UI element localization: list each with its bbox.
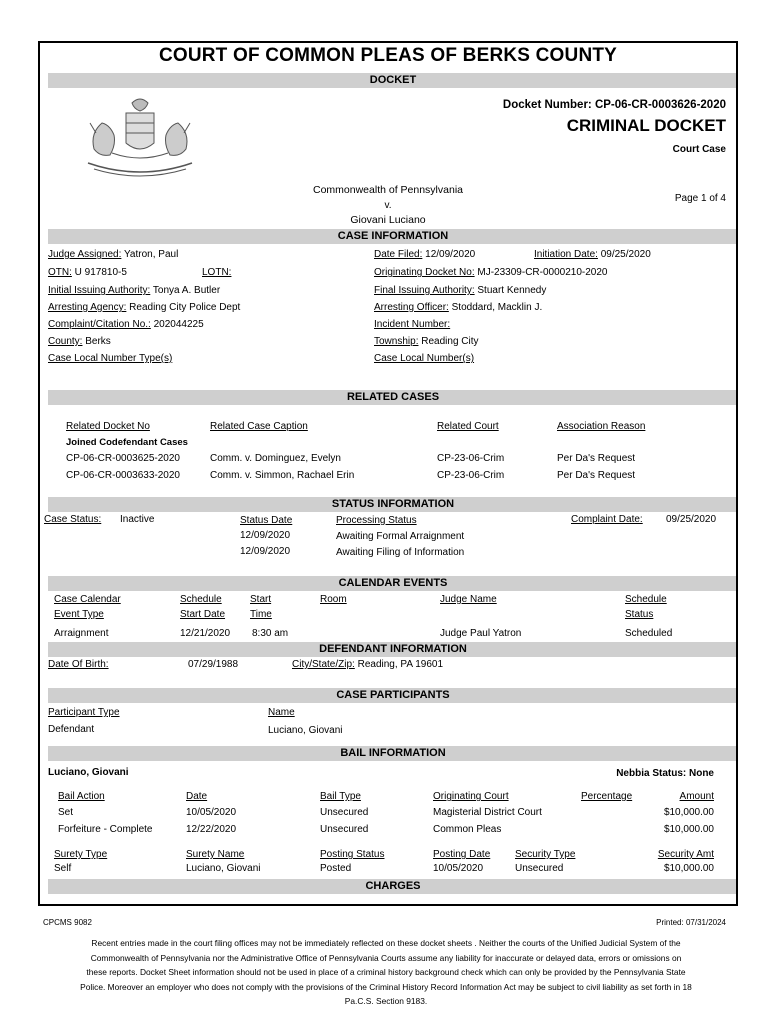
bail-person-name: Luciano, Giovani	[48, 767, 129, 778]
county-value: Berks	[85, 336, 111, 347]
printed-date: Printed: 07/31/2024	[656, 918, 726, 927]
bail-date-cell: 10/05/2020	[186, 807, 237, 818]
related-court-cell: CP-23-06-Crim	[437, 453, 505, 464]
bail-type-cell: Unsecured	[320, 807, 369, 818]
related-docket-cell: CP-06-CR-0003633-2020	[66, 470, 180, 481]
date-filed-label: Date Filed:	[374, 249, 423, 260]
security-type-cell: Unsecured	[515, 863, 564, 874]
schedule-status-header-line1: Schedule	[625, 594, 667, 605]
related-group-label: Joined Codefendant Cases	[66, 437, 188, 448]
dob-label: Date Of Birth:	[48, 659, 109, 670]
city-state-zip-label: City/State/Zip:	[292, 659, 355, 670]
case-status-value: Inactive	[120, 514, 155, 525]
start-time-header-line1: Start	[250, 594, 272, 605]
originating-court-cell: Magisterial District Court	[433, 807, 542, 818]
related-court-header: Related Court	[437, 421, 499, 432]
amount-header: Amount	[679, 791, 714, 802]
charges-band: CHARGES	[48, 879, 738, 894]
bail-action-cell: Forfeiture - Complete	[58, 824, 153, 835]
initial-issuing-authority-value: Tonya A. Butler	[152, 285, 221, 296]
amount-cell: $10,000.00	[663, 807, 714, 818]
complaint-date-label: Complaint Date:	[571, 514, 643, 525]
originating-court-header: Originating Court	[433, 791, 509, 802]
initial-issuing-authority-label: Initial Issuing Authority:	[48, 285, 151, 296]
security-amount-header: Security Amt	[657, 849, 714, 860]
surety-name-header: Surety Name	[186, 849, 245, 860]
start-time-cell: 8:30 am	[252, 628, 289, 639]
event-type-header-line1: Case Calendar	[54, 594, 121, 605]
city-state-zip-value: Reading, PA 19601	[357, 659, 444, 670]
township-label: Township:	[374, 336, 419, 347]
related-docket-cell: CP-06-CR-0003625-2020	[66, 453, 180, 464]
participant-type-header: Participant Type	[48, 707, 120, 718]
dob-value: 07/29/1988	[188, 659, 239, 670]
arresting-agency-label: Arresting Agency:	[48, 302, 127, 313]
docket-number: Docket Number: CP-06-CR-0003626-2020	[502, 99, 726, 111]
nebbia-status: Nebbia Status: None	[616, 768, 714, 779]
related-caption-header: Related Case Caption	[210, 421, 308, 432]
bail-date-cell: 12/22/2020	[186, 824, 237, 835]
bail-date-header: Date	[186, 791, 208, 802]
percentage-header: Percentage	[581, 791, 633, 802]
initiation-date-value: 09/25/2020	[600, 249, 651, 260]
caption-v: v.	[384, 200, 392, 211]
association-reason-header: Association Reason	[557, 421, 646, 432]
otn-label: OTN:	[48, 267, 72, 278]
judge-name-header: Judge Name	[440, 594, 497, 605]
status-date-header: Status Date	[240, 515, 293, 526]
bail-type-header: Bail Type	[320, 791, 361, 802]
posting-status-header: Posting Status	[320, 849, 385, 860]
association-reason-cell: Per Da's Request	[557, 453, 636, 464]
related-caption-cell: Comm. v. Dominguez, Evelyn	[210, 453, 341, 464]
bail-information-band: BAIL INFORMATION	[48, 746, 738, 761]
case-kind: Court Case	[672, 144, 726, 155]
surety-name-cell: Luciano, Giovani	[186, 863, 261, 874]
posting-status-cell: Posted	[320, 863, 352, 874]
start-date-header-line2: Start Date	[180, 609, 226, 620]
calendar-events-band: CALENDAR EVENTS	[48, 576, 738, 591]
docket-band: DOCKET	[48, 73, 738, 88]
originating-docket-label: Originating Docket No:	[374, 267, 475, 278]
lotn-label: LOTN:	[202, 267, 232, 278]
initiation-date-label: Initiation Date:	[534, 249, 598, 260]
case-local-numbers-label: Case Local Number(s)	[374, 353, 475, 364]
defendant-information-band: DEFENDANT INFORMATION	[48, 642, 738, 657]
surety-type-header: Surety Type	[54, 849, 108, 860]
related-caption-cell: Comm. v. Simmon, Rachael Erin	[210, 470, 355, 481]
association-reason-cell: Per Da's Request	[557, 470, 636, 481]
township-value: Reading City	[421, 336, 479, 347]
case-participants-band: CASE PARTICIPANTS	[48, 688, 738, 703]
complaint-citation-value: 202044225	[153, 319, 204, 330]
docket-type: CRIMINAL DOCKET	[566, 116, 726, 135]
originating-docket-value: MJ-23309-CR-0000210-2020	[477, 267, 608, 278]
complaint-date-value: 09/25/2020	[666, 514, 717, 525]
schedule-status-cell: Scheduled	[625, 628, 673, 639]
related-cases-band: RELATED CASES	[48, 390, 738, 405]
processing-status-header: Processing Status	[336, 515, 417, 526]
arresting-agency-value: Reading City Police Dept	[129, 302, 241, 313]
originating-court-cell: Common Pleas	[433, 824, 502, 835]
event-type-header-line2: Event Type	[54, 609, 104, 620]
case-information-band: CASE INFORMATION	[48, 229, 738, 244]
status-date-cell: 12/09/2020	[240, 546, 291, 557]
processing-status-cell: Awaiting Formal Arraignment	[336, 531, 465, 542]
final-issuing-authority-label: Final Issuing Authority:	[374, 285, 475, 296]
case-status-label: Case Status:	[44, 514, 102, 525]
bail-action-header: Bail Action	[58, 791, 105, 802]
start-date-header-line1: Schedule	[180, 594, 222, 605]
bail-type-cell: Unsecured	[320, 824, 369, 835]
surety-type-cell: Self	[54, 863, 72, 874]
arresting-officer-label: Arresting Officer:	[374, 302, 449, 313]
security-type-header: Security Type	[515, 849, 576, 860]
arresting-officer-value: Stoddard, Macklin J.	[451, 302, 543, 313]
disclaimer-text: Recent entries made in the court filing offices may not be immediately reflected on these docket sheets . Neither the courts of the Unified Judicial System of the Commonwealth of Pennsylvania nor the Administrative Office of Pennsylvania Courts assume any liability for inaccurate or delayed data, errors or omissions on these reports. Docket Sheet information should not be used in place of a criminal history background check which can only be provided by the Pennsylvania State Police. Moreover an employer who does not comply with the provisions of the Criminal History Record Information Act may be subject to civil liability as set forth in 18 Pa.C.S. Section 9183.	[80, 938, 692, 1006]
status-date-cell: 12/09/2020	[240, 530, 291, 541]
related-court-cell: CP-23-06-Crim	[437, 470, 505, 481]
case-local-number-type-label: Case Local Number Type(s)	[48, 353, 173, 364]
otn-value: U 917810-5	[74, 267, 127, 278]
judge-label: Judge Assigned:	[48, 249, 122, 260]
judge-name-cell: Judge Paul Yatron	[440, 628, 522, 639]
form-id: CPCMS 9082	[43, 918, 92, 927]
docket-sheet	[38, 41, 738, 906]
related-docket-header: Related Docket No	[66, 421, 150, 432]
caption-defendant: Giovani Luciano	[350, 214, 426, 226]
posting-date-cell: 10/05/2020	[433, 863, 484, 874]
event-type-cell: Arraignment	[54, 628, 109, 639]
caption-plaintiff: Commonwealth of Pennsylvania	[313, 184, 463, 196]
amount-cell: $10,000.00	[663, 824, 714, 835]
status-information-band: STATUS INFORMATION	[48, 497, 738, 512]
county-label: County:	[48, 336, 83, 347]
start-date-cell: 12/21/2020	[180, 628, 231, 639]
start-time-header-line2: Time	[250, 609, 272, 620]
page-label: Page 1 of 4	[674, 193, 726, 204]
date-filed-value: 12/09/2020	[425, 249, 476, 260]
bail-action-cell: Set	[58, 807, 74, 818]
processing-status-cell: Awaiting Filing of Information	[336, 547, 465, 558]
participant-type-cell: Defendant	[48, 724, 95, 735]
participant-name-cell: Luciano, Giovani	[268, 725, 343, 736]
security-amount-cell: $10,000.00	[663, 863, 714, 874]
incident-number-label: Incident Number:	[374, 319, 451, 330]
judge-value: Yatron, Paul	[124, 249, 179, 260]
posting-date-header: Posting Date	[433, 849, 491, 860]
court-title: COURT OF COMMON PLEAS OF BERKS COUNTY	[158, 45, 618, 66]
room-header: Room	[320, 594, 347, 605]
final-issuing-authority-value: Stuart Kennedy	[477, 285, 547, 296]
complaint-citation-label: Complaint/Citation No.:	[48, 319, 151, 330]
pennsylvania-coat-of-arms-icon	[82, 93, 198, 179]
participant-name-header: Name	[268, 707, 295, 718]
schedule-status-header-line2: Status	[625, 609, 654, 620]
